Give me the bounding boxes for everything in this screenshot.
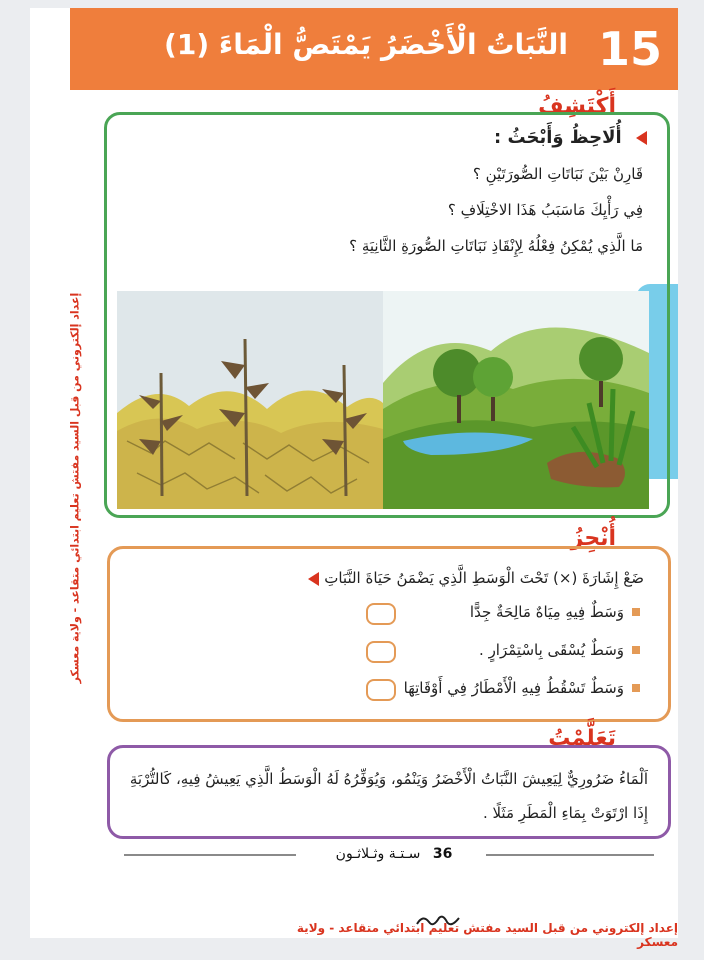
vertical-credit-text: إعداد إلكتروني من قبل السيد مفتش تعليم ابتدائي متقاعد - ولاية معسكر xyxy=(68,292,82,684)
question-3: مَا الَّذِي يُمْكِنُ فِعْلُهُ لِإِنْقَاذِ نَبَاتَاتِ الصُّورَةِ الثَّانِيَةِ ؟ xyxy=(349,237,643,255)
dry-plants-illustration xyxy=(117,291,383,509)
achieve-title: أُنْجِزُ xyxy=(563,526,624,551)
footer-page-label xyxy=(309,846,479,862)
lesson-page xyxy=(30,8,678,949)
checkbox-option-3[interactable] xyxy=(366,679,396,701)
option-3-text: وَسَطٌ تَسْقُطُ فِيهِ الْأَمْطَارُ فِي أَوْقَاتِهَا xyxy=(403,679,624,697)
observe-prompt-label: أُلَاحِظُ وَأَبْحَثُ : xyxy=(494,127,622,148)
lesson-number: 15 xyxy=(597,22,662,76)
footer-line-right xyxy=(486,854,654,856)
square-bullet-icon xyxy=(632,684,640,692)
triangle-marker-icon xyxy=(636,131,647,145)
question-2: فِي رَأْيِكَ مَاسَبَبُ هَذَا الاخْتِلَافِ ؟ xyxy=(447,201,643,219)
learn-title: تَعَلَّمْتُ xyxy=(540,726,624,751)
observe-prompt xyxy=(494,127,647,148)
footer-line-left xyxy=(124,854,296,856)
explore-box xyxy=(104,112,670,518)
checkbox-option-2[interactable] xyxy=(366,641,396,663)
explore-title: أَكْتَشِفُ xyxy=(530,94,624,119)
learn-text: اَلْمَاءُ ضَرُورِيٌّ لِيَعِيشَ النَّبَاتُ الْأَخْضَرُ وَيَنْمُو، وَيُوَفِّرُهُ لَهُ الْوَسَطُ الَّذِي يَعِيشُ فِيهِ، كَالتُّرْبَةِ إِذَا ارْتَوَتْ بِمَاءِ الْمَطَرِ مَثَلًا . xyxy=(129,770,648,822)
dry-plants-svg xyxy=(117,291,383,509)
footer-page-number: 36 xyxy=(432,846,453,862)
achieve-instruction xyxy=(300,569,644,587)
question-1: قَارِنْ بَيْنَ نَبَاتَاتِ الصُّورَتَيْنِ ؟ xyxy=(472,165,643,183)
footer-page-words: سـتـة وثـلاثـون xyxy=(335,846,421,862)
triangle-marker-icon xyxy=(308,572,319,586)
option-2-text: وَسَطٌ يُسْقَى بِاسْتِمْرَارٍ . xyxy=(479,641,624,659)
instruction-text: ضَعْ إِشَارَةَ (×) تَحْتَ الْوَسَطِ الَّذِي يَضْمَنُ حَيَاةَ النَّبَاتِ xyxy=(324,569,644,587)
square-bullet-icon xyxy=(632,608,640,616)
bottom-credit: إعداد إلكتروني من قبل السيد مفتش تعليم ابتدائي متقاعد - ولاية معسكر xyxy=(296,921,678,949)
green-landscape-svg xyxy=(383,291,649,509)
page-footer xyxy=(124,846,654,864)
vertical-credit xyxy=(60,292,90,684)
checkbox-option-1[interactable] xyxy=(366,603,396,625)
option-1-text: وَسَطٌ فِيهِ مِيَاهٌ مَالِحَةٌ جِدًّا xyxy=(469,603,624,621)
learn-box xyxy=(107,745,671,839)
green-landscape-illustration xyxy=(383,291,649,509)
achieve-box xyxy=(107,546,671,722)
lesson-header xyxy=(70,8,678,90)
square-bullet-icon xyxy=(632,646,640,654)
lesson-title: النَّبَاتُ الْأَخْضَرُ يَمْتَصُّ الْمَاءَ (1) xyxy=(164,28,568,61)
